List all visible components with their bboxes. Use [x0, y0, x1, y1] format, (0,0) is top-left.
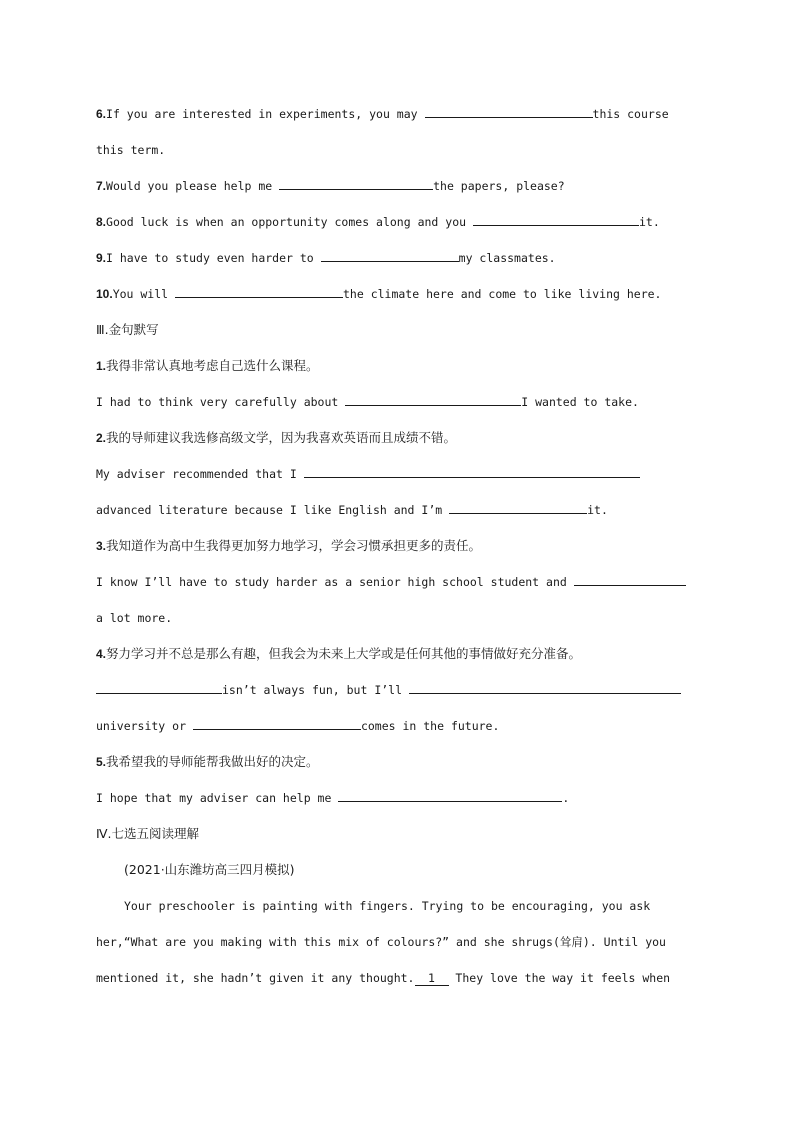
item-text: Good luck is when an opportunity comes along and you [106, 215, 473, 229]
item-number: 4. [96, 647, 107, 661]
chinese-text: 我得非常认真地考虑自己选什么课程。 [106, 358, 319, 373]
english-text: university or [96, 719, 193, 733]
sentence-5-english [96, 788, 569, 808]
answer-blank[interactable] [449, 500, 587, 514]
item-number: 8. [96, 215, 107, 229]
answer-blank[interactable] [321, 248, 459, 262]
item-number: 6. [96, 107, 107, 121]
sentence-1-chinese [96, 356, 319, 376]
item-text: I have to study even harder to [106, 251, 321, 265]
fill-in-item-6 [96, 104, 669, 124]
passage-line-3 [96, 968, 670, 988]
item-text-after: this course [592, 107, 669, 121]
answer-blank[interactable] [304, 464, 640, 478]
sentence-2-english-cont [96, 500, 608, 520]
sentence-3-english [96, 572, 686, 592]
answer-blank[interactable] [473, 212, 639, 226]
answer-blank[interactable] [279, 176, 433, 190]
answer-blank[interactable] [96, 680, 222, 694]
english-text-after: I wanted to take. [521, 395, 639, 409]
item-number: 9. [96, 251, 107, 265]
item-text: If you are interested in experiments, you may [106, 107, 425, 121]
section-heading-3: Ⅲ.金句默写 [96, 322, 159, 337]
chinese-text: 我希望我的导师能帮我做出好的决定。 [106, 754, 319, 769]
english-text-after: . [562, 791, 570, 805]
sentence-3-english-cont [96, 608, 172, 628]
answer-blank[interactable] [175, 284, 343, 298]
item-text-after: my classmates. [458, 251, 556, 265]
english-text-after: it. [587, 503, 608, 517]
sentence-4-english-cont [96, 716, 499, 736]
item-number: 2. [96, 431, 107, 445]
fill-in-item-9 [96, 248, 556, 268]
section-heading-4: Ⅳ.七选五阅读理解 [96, 826, 200, 841]
item-text-after: the papers, please? [433, 179, 565, 193]
item-text-cont: this term. [96, 143, 166, 157]
sentence-2-chinese [96, 428, 456, 448]
answer-blank[interactable] [425, 104, 593, 118]
sentence-3-chinese [96, 536, 481, 556]
answer-blank[interactable] [409, 680, 681, 694]
english-text: isn’t always fun, but I’ll [222, 683, 409, 697]
english-text: I know I’ll have to study harder as a senior high school student and [96, 575, 574, 589]
answer-blank[interactable] [345, 392, 521, 406]
sentence-1-english [96, 392, 639, 412]
item-text-after: the climate here and come to like living here. [343, 287, 662, 301]
chinese-text: 我的导师建议我选修高级文学，因为我喜欢英语而且成绩不错。 [106, 430, 457, 445]
fill-in-item-8 [96, 212, 660, 232]
item-text: Would you please help me [106, 179, 280, 193]
english-text-after: comes in the future. [360, 719, 500, 733]
answer-blank[interactable] [193, 716, 361, 730]
answer-blank[interactable] [338, 788, 562, 802]
answer-blank[interactable] [574, 572, 686, 586]
sentence-4-chinese [96, 644, 581, 664]
passage-line-2: her,“What are you making with this mix of colours?” and she shrugs(耸肩). Until you [96, 935, 666, 949]
item-number: 1. [96, 359, 107, 373]
item-text-after: it. [638, 215, 660, 229]
item-number: 3. [96, 539, 107, 553]
chinese-text: 努力学习并不总是那么有趣，但我会为未来上大学或是任何其他的事情做好充分准备。 [106, 646, 582, 661]
passage-text-after: They love the way it feels when [448, 971, 671, 985]
chinese-text: 我知道作为高中生我得更加努力地学习，学会习惯承担更多的责任。 [106, 538, 482, 553]
sentence-5-chinese [96, 752, 319, 772]
passage-line-1: Your preschooler is painting with fingers. Trying to be encouraging, you ask [124, 899, 651, 913]
english-text: advanced literature because I like English and I’m [96, 503, 450, 517]
english-text: I hope that my adviser can help me [96, 791, 339, 805]
sentence-2-english [96, 464, 640, 484]
sentence-4-english [96, 680, 681, 700]
passage-text: mentioned it, she hadn’t given it any thought. [96, 971, 415, 985]
english-text: My adviser recommended that I [96, 467, 304, 481]
passage-source: (2021·山东潍坊高三四月模拟) [124, 862, 295, 877]
english-text: a lot more. [96, 611, 173, 625]
passage-blank-1[interactable]: 1 [415, 971, 449, 986]
item-text: You will [112, 287, 175, 301]
fill-in-item-6-cont [96, 140, 165, 160]
english-text: I had to think very carefully about [96, 395, 346, 409]
item-number: 5. [96, 755, 107, 769]
fill-in-item-7 [96, 176, 565, 196]
item-number: 7. [96, 179, 107, 193]
item-number: 10. [96, 287, 113, 301]
fill-in-item-10 [96, 284, 662, 304]
